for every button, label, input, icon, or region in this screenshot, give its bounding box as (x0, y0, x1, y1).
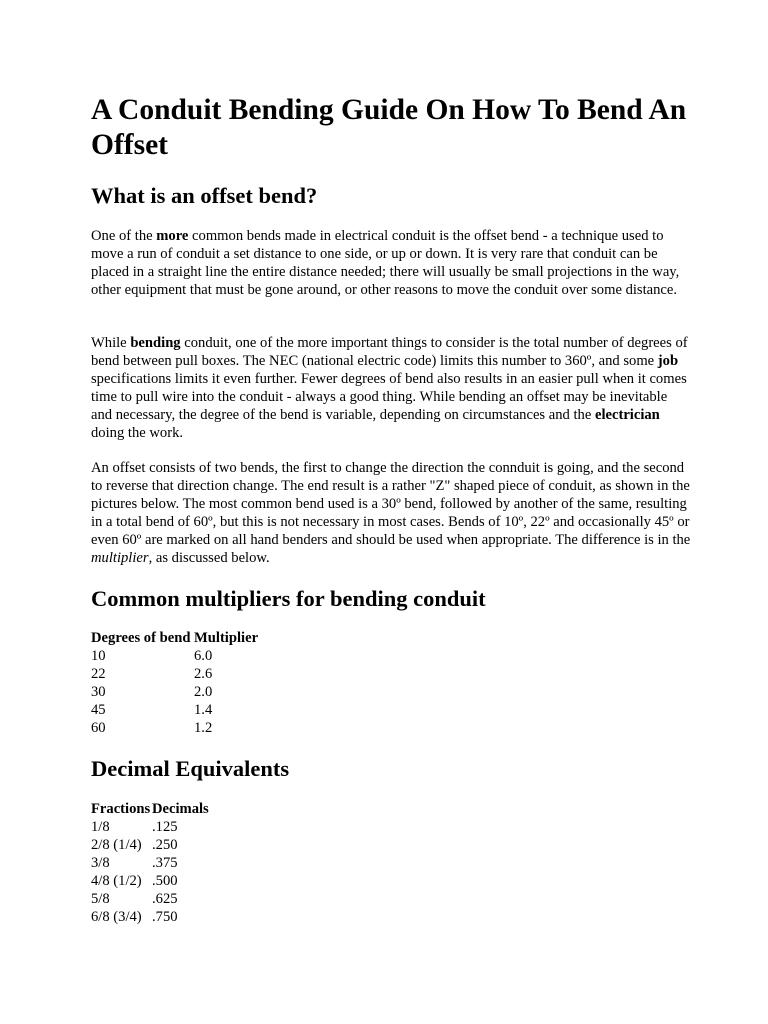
decimal-table (91, 800, 209, 926)
bold-text: job (657, 353, 679, 369)
text-run: While (91, 335, 131, 351)
text-run: doing the work. (91, 425, 184, 441)
table-cell-degrees: 45 (91, 702, 106, 718)
bold-text: bending (130, 335, 181, 351)
table-cell-decimal: .625 (152, 891, 178, 907)
text-run: common bends made in electrical conduit is the offset bend - a technique used to move a run of conduit a set distance to one side, or up or down. It is very rare that conduit can be placed in a straight line the entire distance needed; there will usually be small projections in the way, other equipment that must be gone around, or other reasons to move the conduit over some distance. (91, 228, 680, 298)
column-header-fractions: Fractions (91, 801, 151, 817)
table-row (91, 872, 209, 890)
table-cell-fraction: 4/8 (1/2) (91, 873, 142, 889)
paragraph-offset-description (91, 459, 691, 567)
text-run: An offset consists of two bends, the first to change the direction the connduit is going, and the second to reverse that direction change. The end result is a rather "Z" shaped piece of conduit, as shown in the pictures below. The most common bend used is a 30º bend, followed by another of the same, resulting in a total bend of 60º, but this is not necessary in most cases. Bends of 10º, 22º and occasionally 45º or even 60º are marked on all hand benders and should be used when appropriate. The difference is in the (91, 460, 691, 548)
column-header-multiplier: Multiplier (194, 630, 259, 646)
table-cell-decimal: .375 (152, 855, 178, 871)
table-cell-multiplier: 1.2 (194, 720, 213, 736)
table-header-row (91, 800, 209, 818)
text-run: One of the (91, 228, 157, 244)
table-cell-fraction: 5/8 (91, 891, 110, 907)
paragraph-bending (91, 334, 691, 442)
table-cell-multiplier: 6.0 (194, 648, 213, 664)
table-cell-degrees: 22 (91, 666, 106, 682)
section-heading-offset: What is an offset bend? (91, 183, 318, 208)
table-cell-degrees: 60 (91, 720, 106, 736)
multiplier-table (91, 629, 258, 737)
table-cell-decimal: .250 (152, 837, 178, 853)
table-cell-decimal: .750 (152, 909, 178, 925)
table-row (91, 854, 209, 872)
section-heading-decimals: Decimal Equivalents (91, 756, 290, 781)
paragraph-offset-intro (91, 227, 691, 299)
text-run: conduit, one of the more important things to consider is the total number of degrees of bend between pull boxes. The NEC (national electric code) limits this number to 360º, and some (91, 335, 688, 369)
text-run: specifications limits it even further. Fewer degrees of bend also results in an easier pull when it comes time to pull wire into the conduit - always a good thing. While bending an offset may be inevitable and necessary, the degree of the bend is variable, depending on circumstances and the (91, 371, 687, 423)
table-cell-fraction: 3/8 (91, 855, 110, 871)
table-cell-decimal: .125 (152, 819, 178, 835)
table-cell-fraction: 2/8 (1/4) (91, 837, 142, 853)
column-header-degrees: Degrees of bend (91, 630, 191, 646)
table-cell-multiplier: 2.0 (194, 684, 213, 700)
table-row (91, 647, 258, 665)
text-run: , as discussed below. (148, 550, 270, 566)
table-cell-degrees: 30 (91, 684, 106, 700)
table-row (91, 836, 209, 854)
table-row (91, 701, 258, 719)
table-cell-multiplier: 2.6 (194, 666, 213, 682)
bold-text: electrician (594, 407, 660, 423)
table-row (91, 890, 209, 908)
table-cell-fraction: 1/8 (91, 819, 110, 835)
table-row (91, 683, 258, 701)
document-title: A Conduit Bending Guide On How To Bend An Offset (91, 94, 687, 161)
table-row (91, 908, 209, 926)
bold-text: more (156, 228, 189, 244)
table-cell-fraction: 6/8 (3/4) (91, 909, 142, 925)
section-heading-multipliers: Common multipliers for bending conduit (91, 586, 486, 611)
table-cell-multiplier: 1.4 (194, 702, 213, 718)
table-header-row (91, 629, 258, 647)
table-cell-degrees: 10 (91, 648, 106, 664)
italic-text: multiplier (91, 550, 149, 566)
column-header-decimals: Decimals (152, 801, 209, 817)
table-row (91, 818, 209, 836)
table-row (91, 719, 258, 737)
table-row (91, 665, 258, 683)
table-cell-decimal: .500 (152, 873, 178, 889)
